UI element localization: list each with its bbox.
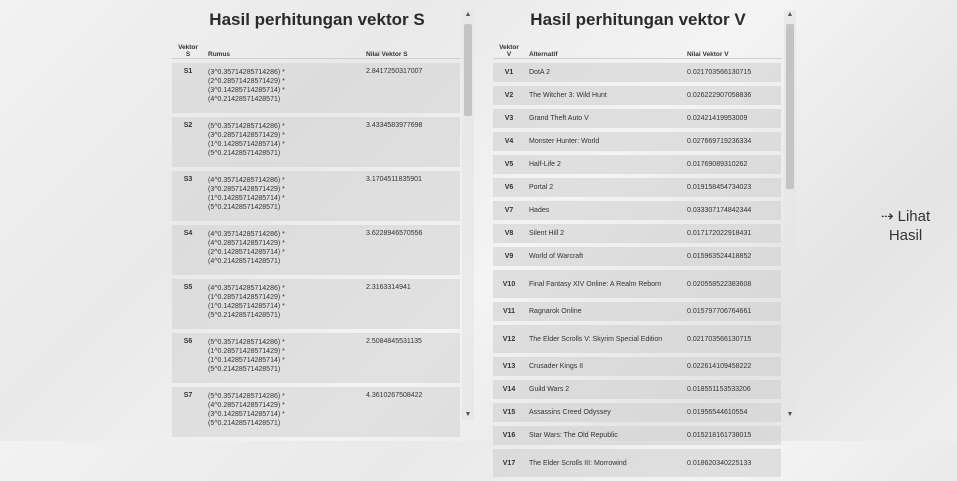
- vector-v-value: 0.021703566130715: [683, 63, 781, 82]
- table-row: [493, 426, 781, 445]
- vector-v-id: V3: [493, 109, 525, 128]
- vector-s-value: 2.3163314941: [362, 279, 460, 329]
- vector-v-alternative: Assassins Creed Odyssey: [525, 403, 683, 422]
- formula-line: (1^0.14285714285714) *: [208, 303, 285, 310]
- formula-line: (3^0.35714285714286) *: [208, 69, 285, 76]
- formula-line: (1^0.14285714285714) *: [208, 141, 285, 148]
- vector-v-value: 0.033307174842344: [683, 201, 781, 220]
- table-row: [493, 449, 781, 477]
- vector-v-id: V6: [493, 178, 525, 197]
- vector-s-id: S1: [172, 63, 204, 113]
- vector-s-header-row: [172, 42, 460, 59]
- vector-v-alternative: World of Warcraft: [525, 247, 683, 266]
- table-row: [493, 155, 781, 174]
- table-row: [493, 380, 781, 399]
- vector-v-id: V13: [493, 357, 525, 376]
- formula-line: (1^0.14285714285714) *: [208, 195, 285, 202]
- table-row: [172, 279, 460, 329]
- vector-s-scroll-area[interactable]: [172, 38, 460, 427]
- header-formula: Rumus: [204, 42, 362, 59]
- vector-v-alternative: Portal 2: [525, 178, 683, 197]
- table-row: [493, 357, 781, 376]
- table-row: [493, 325, 781, 353]
- vector-s-id: S2: [172, 117, 204, 167]
- table-row: [493, 109, 781, 128]
- table-row: [493, 132, 781, 151]
- formula-line: (2^0.28571428571429) *: [208, 78, 285, 85]
- scroll-down-icon[interactable]: ▼: [464, 411, 472, 418]
- table-row: [172, 117, 460, 167]
- vector-v-value: 0.017172022918431: [683, 224, 781, 243]
- formula-line: (4^0.21428571428571): [208, 258, 281, 265]
- table-row: [493, 247, 781, 266]
- vector-v-alternative: DotA 2: [525, 63, 683, 82]
- vector-v-value: 0.02421419953009: [683, 109, 781, 128]
- formula-line: (1^0.28571428571429) *: [208, 294, 285, 301]
- vector-v-alternative: Crusader Kings II: [525, 357, 683, 376]
- vector-v-id: V12: [493, 325, 525, 353]
- vector-v-alternative: Ragnarok Online: [525, 302, 683, 321]
- vector-v-value: 0.015797706764661: [683, 302, 781, 321]
- formula-line: (3^0.28571428571429) *: [208, 186, 285, 193]
- table-row: [172, 387, 460, 437]
- vector-s-value: 2.5084845531135: [362, 333, 460, 383]
- header-value-v: Nilai Vektor V: [683, 42, 781, 59]
- vector-s-formula: [204, 387, 362, 437]
- vector-v-value: 0.018551153533206: [683, 380, 781, 399]
- scroll-up-icon[interactable]: ▲: [464, 11, 472, 18]
- table-row: [172, 225, 460, 275]
- vector-v-alternative: Hades: [525, 201, 683, 220]
- formula-line: (4^0.35714285714286) *: [208, 285, 285, 292]
- vector-v-id: V11: [493, 302, 525, 321]
- header-vector-v: Vektor V: [493, 42, 525, 59]
- vector-v-alternative: The Elder Scrolls V: Skyrim Special Edition: [525, 325, 683, 353]
- vector-s-formula: [204, 279, 362, 329]
- vector-v-value: 0.022614109458222: [683, 357, 781, 376]
- vector-v-value: 0.018620340225133: [683, 449, 781, 477]
- formula-line: (4^0.21428571428571): [208, 96, 281, 103]
- scroll-down-icon[interactable]: ▼: [786, 411, 794, 418]
- vector-v-value: 0.019158454734023: [683, 178, 781, 197]
- scroll-thumb[interactable]: [786, 24, 794, 189]
- vector-v-id: V15: [493, 403, 525, 422]
- vector-v-id: V2: [493, 86, 525, 105]
- formula-line: (5^0.21428571428571): [208, 204, 281, 211]
- vector-v-id: V14: [493, 380, 525, 399]
- formula-line: (4^0.28571428571429) *: [208, 402, 285, 409]
- vector-v-id: V10: [493, 270, 525, 298]
- vector-s-formula: [204, 117, 362, 167]
- vector-s-formula: [204, 171, 362, 221]
- vector-s-table: [172, 38, 460, 441]
- vector-s-formula: [204, 63, 362, 113]
- formula-line: (5^0.35714285714286) *: [208, 339, 285, 346]
- header-alternative: Alternatif: [525, 42, 683, 59]
- arrow-right-icon: ⇢: [880, 208, 894, 225]
- vector-s-panel: [172, 8, 474, 427]
- vector-v-id: V1: [493, 63, 525, 82]
- formula-line: (4^0.35714285714286) *: [208, 231, 285, 238]
- formula-line: (4^0.28571428571429) *: [208, 240, 285, 247]
- vector-v-alternative: Guild Wars 2: [525, 380, 683, 399]
- vector-v-value: 0.015218161738015: [683, 426, 781, 445]
- vector-v-scroll-area[interactable]: [493, 38, 781, 467]
- formula-line: (3^0.14285714285714) *: [208, 87, 285, 94]
- table-row: [493, 178, 781, 197]
- vector-s-id: S4: [172, 225, 204, 275]
- vector-v-alternative: Grand Theft Auto V: [525, 109, 683, 128]
- vector-v-alternative: Final Fantasy XIV Online: A Realm Reborn: [525, 270, 683, 298]
- vector-v-id: V9: [493, 247, 525, 266]
- formula-line: (5^0.35714285714286) *: [208, 393, 285, 400]
- vector-v-title: Hasil perhitungan vektor V: [530, 10, 746, 29]
- scroll-thumb[interactable]: [464, 24, 472, 116]
- formula-line: (5^0.21428571428571): [208, 420, 281, 427]
- formula-line: (5^0.21428571428571): [208, 366, 281, 373]
- vector-v-panel: [493, 8, 796, 467]
- vector-s-id: S5: [172, 279, 204, 329]
- table-row: [172, 63, 460, 113]
- vector-s-value: 3.1704511835901: [362, 171, 460, 221]
- see-result-label-line2: Hasil: [888, 227, 923, 244]
- table-row: [493, 302, 781, 321]
- vector-v-scrollbar[interactable]: [784, 10, 796, 420]
- vector-v-id: V4: [493, 132, 525, 151]
- vector-v-id: V16: [493, 426, 525, 445]
- vector-s-scrollbar[interactable]: [462, 10, 474, 420]
- vector-v-value: 0.027669719236334: [683, 132, 781, 151]
- vector-v-alternative: Half-Life 2: [525, 155, 683, 174]
- vector-v-id: V8: [493, 224, 525, 243]
- formula-line: (4^0.35714285714286) *: [208, 177, 285, 184]
- scroll-up-icon[interactable]: ▲: [786, 11, 794, 18]
- table-row: [493, 270, 781, 298]
- table-row: [493, 86, 781, 105]
- table-row: [493, 224, 781, 243]
- vector-v-alternative: Silent Hill 2: [525, 224, 683, 243]
- vector-v-alternative: Star Wars: The Old Republic: [525, 426, 683, 445]
- header-vector-s: Vektor S: [172, 42, 204, 59]
- vector-v-alternative: Monster Hunter: World: [525, 132, 683, 151]
- vector-s-id: S7: [172, 387, 204, 437]
- vector-v-value: 0.020558522383608: [683, 270, 781, 298]
- vector-v-alternative: The Elder Scrolls III: Morrowind: [525, 449, 683, 477]
- vector-s-formula: [204, 333, 362, 383]
- formula-line: (2^0.14285714285714) *: [208, 249, 285, 256]
- table-row: [493, 403, 781, 422]
- vector-v-id: V17: [493, 449, 525, 477]
- table-row: [493, 63, 781, 82]
- header-value-s: Nilai Vektor S: [362, 42, 460, 59]
- vector-s-value: 4.3610267508422: [362, 387, 460, 437]
- vector-s-title: Hasil perhitungan vektor S: [209, 10, 425, 29]
- vector-s-value: 2.8417250317007: [362, 63, 460, 113]
- vector-v-value: 0.01956544610554: [683, 403, 781, 422]
- vector-s-id: S3: [172, 171, 204, 221]
- formula-line: (5^0.21428571428571): [208, 312, 281, 319]
- vector-v-value: 0.01769089310262: [683, 155, 781, 174]
- table-row: [493, 201, 781, 220]
- vector-s-formula: [204, 225, 362, 275]
- formula-line: (1^0.14285714285714) *: [208, 357, 285, 364]
- vector-v-value: 0.021703566130715: [683, 325, 781, 353]
- vector-v-table: [493, 38, 781, 481]
- vector-s-value: 3.4334583977698: [362, 117, 460, 167]
- formula-line: (5^0.35714285714286) *: [208, 123, 285, 130]
- vector-v-id: V5: [493, 155, 525, 174]
- vector-s-value: 3.6228946570556: [362, 225, 460, 275]
- vector-v-value: 0.015963524418852: [683, 247, 781, 266]
- vector-v-value: 0.026222907058836: [683, 86, 781, 105]
- vector-v-id: V7: [493, 201, 525, 220]
- table-row: [172, 333, 460, 383]
- vector-v-alternative: The Witcher 3: Wild Hunt: [525, 86, 683, 105]
- see-result-label-line1: Lihat: [897, 208, 931, 225]
- vector-s-id: S6: [172, 333, 204, 383]
- see-result-link[interactable]: [858, 207, 953, 245]
- vector-v-header-row: [493, 42, 781, 59]
- formula-line: (5^0.21428571428571): [208, 150, 281, 157]
- table-row: [172, 171, 460, 221]
- formula-line: (3^0.14285714285714) *: [208, 411, 285, 418]
- formula-line: (1^0.28571428571429) *: [208, 348, 285, 355]
- formula-line: (3^0.28571428571429) *: [208, 132, 285, 139]
